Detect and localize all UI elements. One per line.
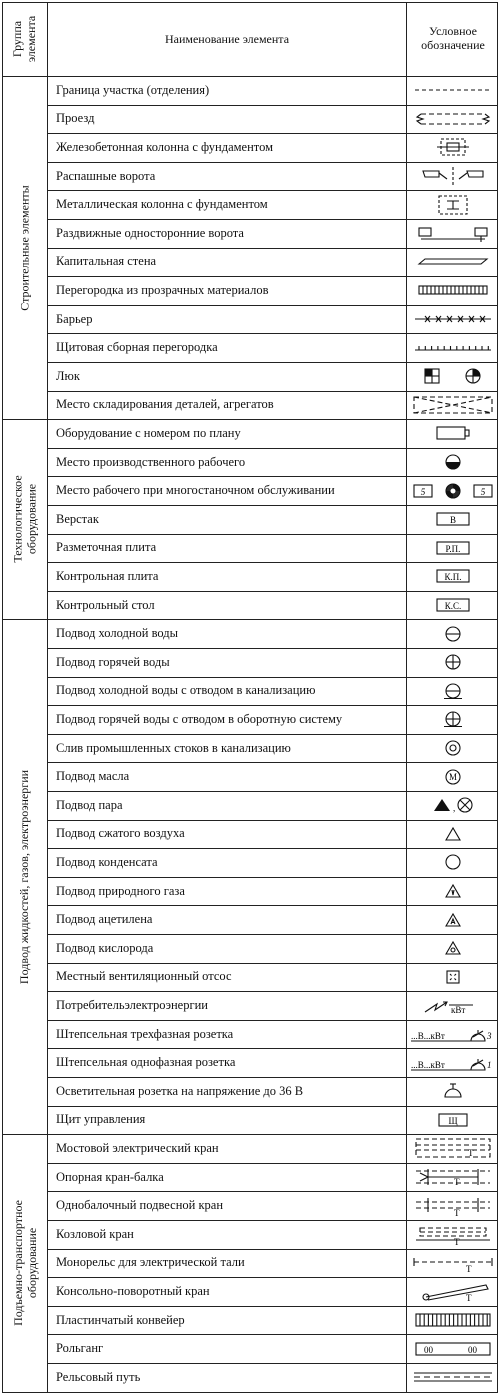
concrete-column-icon [407, 133, 498, 162]
group-label-line: Подъемно-транспортное [10, 1199, 25, 1326]
equipment-icon [407, 419, 498, 448]
element-name: Подвод сжатого воздуха [56, 826, 185, 841]
jib-crane-icon [407, 1277, 498, 1306]
element-name: Пластинчатый конвейер [56, 1312, 185, 1327]
bridge-crane-icon [407, 1134, 498, 1163]
row-divider [48, 534, 498, 535]
table-row [48, 934, 498, 963]
power-consumer-icon [407, 991, 498, 1020]
element-name: Подвод горячей воды [56, 654, 170, 669]
table-row [48, 1134, 498, 1163]
table-row [48, 362, 498, 391]
row-divider [48, 762, 498, 763]
table-row [48, 1077, 498, 1106]
hatch-icon [407, 362, 498, 391]
row-divider [48, 791, 498, 792]
row-divider [48, 1306, 498, 1307]
table-row [48, 734, 498, 763]
table-row [48, 248, 498, 277]
table-row [48, 1191, 498, 1220]
row-divider [48, 219, 498, 220]
element-name: Контрольный стол [56, 597, 155, 612]
element-name: Граница участка (отделения) [56, 82, 210, 97]
gantry-crane-icon [407, 1220, 498, 1249]
element-name: Подвод холодной воды с отводом в канализацию [56, 683, 316, 698]
table-row [48, 820, 498, 849]
table-row [48, 1020, 498, 1049]
element-name: Подвод природного газа [56, 883, 185, 898]
table-top-border [2, 2, 498, 3]
row-divider [48, 1220, 498, 1221]
element-name: Разметочная плита [56, 540, 157, 555]
three-phase-socket-icon [407, 1020, 498, 1049]
group-label [2, 1134, 47, 1391]
metal-column-icon [407, 190, 498, 219]
table-row [48, 791, 498, 820]
multi-machine-worker-icon [407, 476, 498, 505]
row-divider [48, 677, 498, 678]
element-name: Оборудование с номером по плану [56, 425, 241, 440]
swing-gate-icon [407, 162, 498, 191]
group-label-text [11, 1200, 39, 1326]
table-row [48, 1249, 498, 1278]
row-divider [48, 877, 498, 878]
table-row [48, 991, 498, 1020]
marking-plate-icon [407, 534, 498, 563]
row-divider [48, 848, 498, 849]
svg-text:3: 3 [486, 1031, 491, 1042]
table-row [48, 705, 498, 734]
table-row [48, 762, 498, 791]
table-row [48, 648, 498, 677]
table-row [48, 534, 498, 563]
oil-supply-icon [407, 762, 498, 791]
single-girder-crane-icon [407, 1191, 498, 1220]
boundary-line-icon [407, 76, 498, 105]
group-label-line: Подвод жидкостей, газов, электроэнергии [17, 769, 32, 984]
row-divider [48, 562, 498, 563]
row-divider [48, 190, 498, 191]
element-name: Металлическая колонна с фундаментом [56, 197, 268, 212]
row-divider [48, 1191, 498, 1192]
table-row [48, 476, 498, 505]
svg-text:Т: Т [453, 1177, 459, 1188]
passage-icon [407, 105, 498, 134]
group-label [2, 619, 47, 1134]
table-row [48, 448, 498, 477]
workbench-icon [407, 505, 498, 534]
group-divider [2, 419, 498, 420]
group-label-line: оборудование [24, 484, 39, 555]
header-name-column [48, 32, 406, 46]
table-row [48, 562, 498, 591]
monorail-icon [407, 1249, 498, 1278]
row-divider [48, 963, 498, 964]
svg-text:5: 5 [420, 486, 425, 497]
element-name: Капитальная стена [56, 254, 157, 269]
header-symbol-label: Условное обозначение [421, 24, 485, 52]
element-name: Контрольная плита [56, 568, 159, 583]
row-divider [48, 448, 498, 449]
group-label-text [18, 185, 32, 310]
row-divider [48, 362, 498, 363]
compressed-air-icon [407, 820, 498, 849]
element-name: Штепсельная трехфазная розетка [56, 1026, 234, 1041]
condensate-icon [407, 848, 498, 877]
element-name: Рольганг [56, 1341, 104, 1356]
acetylene-icon [407, 905, 498, 934]
table-row [48, 190, 498, 219]
steam-supply-icon [407, 791, 498, 820]
single-phase-socket-icon [407, 1048, 498, 1077]
row-divider [48, 105, 498, 106]
cold-water-drain-icon [407, 677, 498, 706]
element-name: Монорельс для электрической тали [56, 1255, 245, 1270]
barrier-icon [407, 305, 498, 334]
hot-water-icon [407, 648, 498, 677]
table-row [48, 76, 498, 105]
table-left-border [2, 2, 3, 1392]
table-row [48, 1277, 498, 1306]
table-row [48, 848, 498, 877]
svg-text:Т: Т [465, 1263, 471, 1274]
row-divider [48, 505, 498, 506]
svg-text:1: 1 [486, 1059, 491, 1070]
svg-text:00: 00 [467, 1344, 477, 1355]
header-name-label: Наименование элемента [164, 32, 290, 46]
element-name: Штепсельная однофазная розетка [56, 1055, 236, 1070]
table-row [48, 1106, 498, 1135]
svg-text:Т: Т [465, 1293, 471, 1304]
element-name: Верстак [56, 511, 99, 526]
table-row [48, 1306, 498, 1335]
element-name: Место складирования деталей, агрегатов [56, 397, 274, 412]
element-name: Железобетонная колонна с фундаментом [56, 139, 273, 154]
group-label [2, 419, 47, 619]
table-row [48, 162, 498, 191]
table-row [48, 1220, 498, 1249]
svg-text:...В...кВт: ...В...кВт [410, 1059, 445, 1070]
svg-text:5: 5 [480, 486, 485, 497]
row-divider [48, 1163, 498, 1164]
table-row [48, 1163, 498, 1192]
header-divider [2, 76, 498, 77]
row-divider [48, 1277, 498, 1278]
control-panel-icon [407, 1106, 498, 1135]
row-divider [48, 1106, 498, 1107]
transparent-partition-icon [407, 276, 498, 305]
element-name: Слив промышленных стоков в канализацию [56, 740, 291, 755]
plate-conveyor-icon [407, 1306, 498, 1335]
group-label-line: Технологическое [10, 475, 25, 563]
element-name: Однобалочный подвесной кран [56, 1198, 224, 1213]
control-table-icon [407, 591, 498, 620]
support-crane-beam-icon [407, 1163, 498, 1192]
group-label-text [11, 476, 39, 563]
ventilation-icon [407, 963, 498, 992]
element-name: Люк [56, 368, 80, 383]
row-divider [48, 820, 498, 821]
element-name: Рельсовый путь [56, 1369, 141, 1384]
svg-text:К.С.: К.С. [444, 601, 461, 612]
rail-track-icon [407, 1363, 498, 1392]
element-name: Местный вентиляционный отсос [56, 969, 232, 984]
element-name: Место рабочего при многостаночном обслуживании [56, 483, 335, 498]
header-group-column [2, 2, 47, 75]
row-divider [48, 391, 498, 392]
element-name: Распашные ворота [56, 168, 156, 183]
table-row [48, 105, 498, 134]
worker-place-icon [407, 448, 498, 477]
table-row [48, 963, 498, 992]
group-label-line: Строительные элементы [17, 184, 32, 311]
table-row [48, 133, 498, 162]
table-row [48, 219, 498, 248]
row-divider [48, 476, 498, 477]
header-symbol-column [410, 24, 496, 52]
group-label-line: оборудование [24, 1227, 39, 1299]
element-name: Осветительная розетка на напряжение до 36 В [56, 1083, 304, 1098]
element-name: Подвод конденсата [56, 854, 158, 869]
row-divider [48, 734, 498, 735]
table-right-border [497, 2, 498, 1392]
table-row [48, 619, 498, 648]
row-divider [48, 705, 498, 706]
element-name: Щитовая сборная перегородка [56, 340, 218, 355]
table-row [48, 905, 498, 934]
element-name: Мостовой электрический кран [56, 1140, 219, 1155]
header-group-label: Группа элемента [10, 15, 39, 62]
sliding-gate-icon [407, 219, 498, 248]
row-divider [48, 934, 498, 935]
element-name: Подвод холодной воды [56, 626, 179, 641]
element-name: Щит управления [56, 1112, 146, 1127]
row-divider [48, 905, 498, 906]
element-name: Опорная кран-балка [56, 1169, 164, 1184]
element-name: Потребительэлектроэнергии [56, 997, 208, 1012]
table-row [48, 419, 498, 448]
symbol-column-divider [406, 2, 407, 1392]
row-divider [48, 1020, 498, 1021]
row-divider [48, 333, 498, 334]
table-row [48, 391, 498, 420]
panel-partition-icon [407, 333, 498, 362]
row-divider [48, 305, 498, 306]
svg-text:Т: Т [467, 1148, 473, 1159]
element-name: Подвод горячей воды с отводом в оборотную систему [56, 711, 343, 726]
svg-text:...В...кВт: ...В...кВт [410, 1031, 445, 1042]
row-divider [48, 276, 498, 277]
table-row [48, 1334, 498, 1363]
oxygen-icon [407, 934, 498, 963]
element-name: Раздвижные односторонние ворота [56, 225, 244, 240]
group-column-divider [47, 2, 48, 1392]
cold-water-icon [407, 619, 498, 648]
row-divider [48, 133, 498, 134]
element-name: Козловой кран [56, 1226, 134, 1241]
svg-text:Щ: Щ [447, 1115, 458, 1126]
svg-text:кВт: кВт [450, 1005, 465, 1016]
element-name: Подвод масла [56, 769, 130, 784]
table-row [48, 333, 498, 362]
element-name: Перегородка из прозрачных материалов [56, 282, 269, 297]
svg-text:,: , [452, 803, 455, 814]
group-divider [2, 619, 498, 620]
group-divider [2, 1134, 498, 1135]
group-label [2, 76, 47, 419]
row-divider [48, 648, 498, 649]
natural-gas-icon [407, 877, 498, 906]
table-row [48, 591, 498, 620]
row-divider [48, 1249, 498, 1250]
element-name: Подвод пара [56, 797, 123, 812]
svg-text:К.П.: К.П. [443, 572, 462, 583]
row-divider [48, 591, 498, 592]
row-divider [48, 248, 498, 249]
element-name: Подвод ацетилена [56, 912, 153, 927]
svg-text:00: 00 [423, 1344, 433, 1355]
table-row [48, 305, 498, 334]
table-row [48, 1363, 498, 1392]
element-name: Проезд [56, 111, 95, 126]
table-row [48, 877, 498, 906]
group-label-text [18, 770, 32, 984]
element-name: Барьер [56, 311, 93, 326]
capital-wall-icon [407, 248, 498, 277]
svg-text:Р.П.: Р.П. [445, 543, 460, 554]
element-name: Консольно-поворотный кран [56, 1283, 210, 1298]
table-row [48, 276, 498, 305]
control-plate-icon [407, 562, 498, 591]
row-divider [48, 162, 498, 163]
table-row [48, 677, 498, 706]
svg-text:Т: Т [453, 1237, 459, 1247]
row-divider [48, 1048, 498, 1049]
table-row [48, 1048, 498, 1077]
svg-text:Т: Т [453, 1207, 459, 1218]
lighting-socket-icon [407, 1077, 498, 1106]
drain-icon [407, 734, 498, 763]
svg-text:М: М [448, 771, 457, 782]
hot-water-return-icon [407, 705, 498, 734]
row-divider [48, 1334, 498, 1335]
group-divider [2, 1392, 498, 1393]
table-row [48, 505, 498, 534]
element-name: Место производственного рабочего [56, 454, 246, 469]
element-name: Подвод кислорода [56, 940, 154, 955]
storage-area-icon [407, 391, 498, 420]
roller-table-icon [407, 1334, 498, 1363]
row-divider [48, 1363, 498, 1364]
row-divider [48, 1077, 498, 1078]
row-divider [48, 991, 498, 992]
svg-text:В: В [449, 515, 456, 526]
